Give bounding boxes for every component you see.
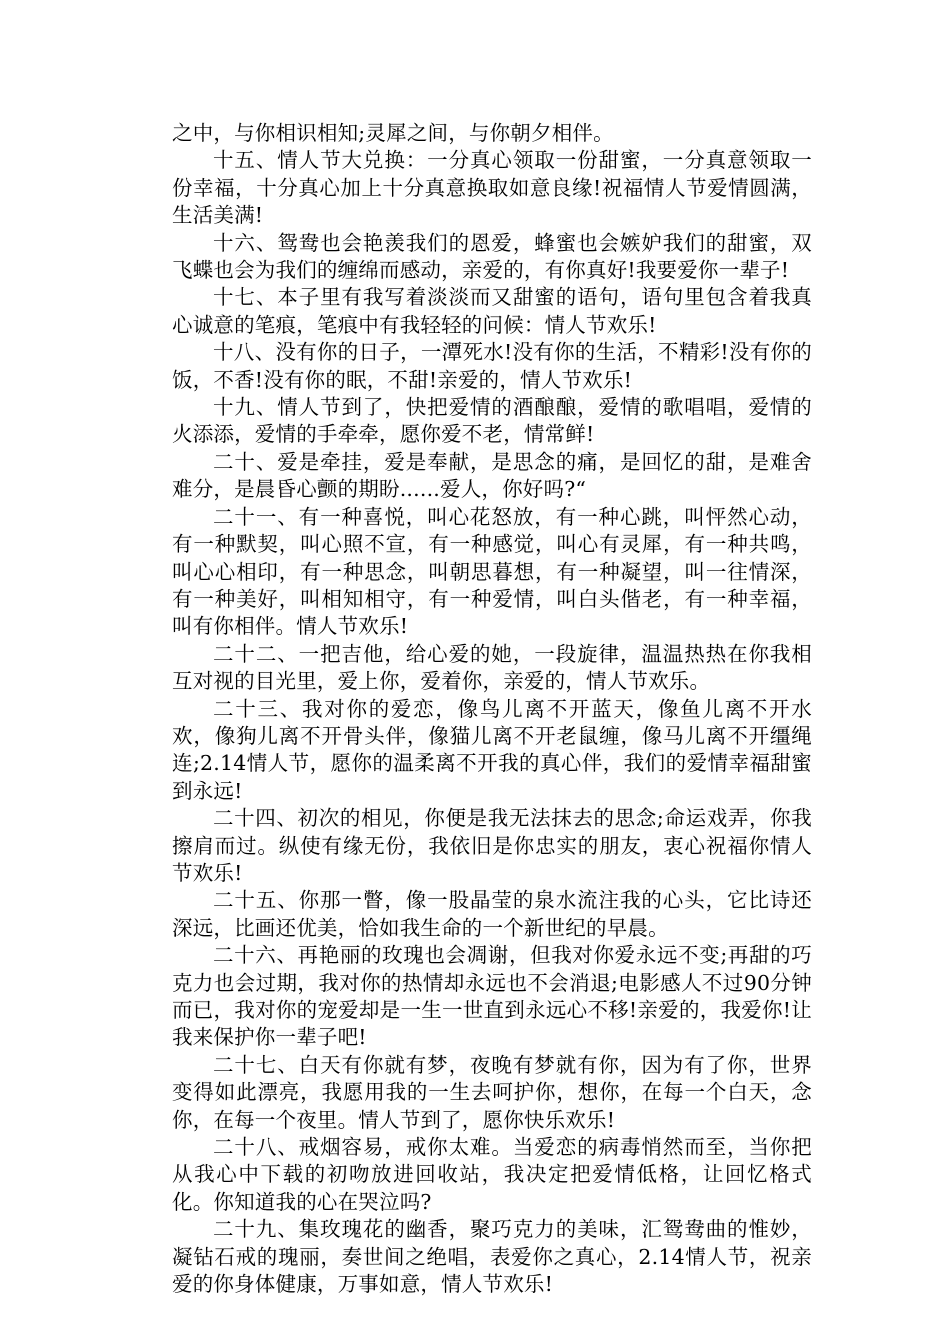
paragraph-continuation: 之中，与你相识相知;灵犀之间，与你朝夕相伴。 — [172, 121, 614, 145]
paragraph-20: 二十、爱是牵挂，爱是奉献，是思念的痛，是回忆的甜，是难舍难分，是晨昏心颤的期盼......爱人，你好吗?“ — [172, 449, 812, 502]
paragraph-16: 十六、鸳鸯也会艳羡我们的恩爱，蜂蜜也会嫉妒我们的甜蜜，双飞蝶也会为我们的缠绵而感动，亲爱的，有你真好!我要爱你一辈子! — [172, 230, 812, 283]
paragraph-27: 二十七、白天有你就有梦，夜晚有梦就有你，因为有了你，世界变得如此漂亮，我愿用我的一生去呵护你，想你，在每一个白天，念你，在每一个夜里。情人节到了，愿你快乐欢乐! — [172, 1052, 812, 1132]
paragraph-21: 二十一、有一种喜悦，叫心花怒放，有一种心跳，叫怦然心动，有一种默契，叫心照不宣，有一种感觉，叫心有灵犀，有一种共鸣，叫心心相印，有一种思念，叫朝思暮想，有一种凝望，叫一往情深，有一种美好，叫相知相守，有一种爱情，叫白头偕老，有一种幸福，叫有你相伴。情人节欢乐! — [172, 504, 812, 639]
paragraph-26: 二十六、再艳丽的玫瑰也会凋谢，但我对你爱永远不变;再甜的巧克力也会过期，我对你的热情却永远也不会消退;电影感人不过90分钟而已，我对你的宠爱却是一生一世直到永远心不移!亲爱的，我爱你!让我来保护你一辈子吧! — [172, 943, 812, 1050]
paragraph-17: 十七、本子里有我写着淡淡而又甜蜜的语句，语句里包含着我真心诚意的笔痕，笔痕中有我轻轻的问候：情人节欢乐! — [172, 285, 812, 337]
paragraph-18: 十八、没有你的日子，一潭死水!没有你的生活，不精彩!没有你的饭，不香!没有你的眠，不甜!亲爱的，情人节欢乐! — [172, 340, 812, 392]
paragraph-23: 二十三、我对你的爱恋，像鸟儿离不开蓝天，像鱼儿离不开水欢，像狗儿离不开骨头伴，像猫儿离不开老鼠缠，像马儿离不开缰绳连;2.14情人节，愿你的温柔离不开我的真心伴，我们的爱情幸福甜蜜到永远! — [172, 696, 812, 803]
paragraph-22: 二十二、一把吉他，给心爱的她，一段旋律，温温热热在你我相互对视的目光里，爱上你，爱着你，亲爱的，情人节欢乐。 — [172, 641, 812, 694]
document-body — [172, 120, 812, 1298]
paragraph-25: 二十五、你那一瞥，像一股晶莹的泉水流注我的心头，它比诗还深远，比画还优美，恰如我生命的一个新世纪的早晨。 — [172, 888, 812, 940]
paragraph-15: 十五、情人节大兑换：一分真心领取一份甜蜜，一分真意领取一份幸福，十分真心加上十分真意换取如意良缘!祝福情人节爱情圆满，生活美满! — [172, 148, 812, 228]
paragraph-24: 二十四、初次的相见，你便是我无法抹去的思念;命运戏弄，你我擦肩而过。纵使有缘无份，我依旧是你忠实的朋友，衷心祝福你情人节欢乐! — [172, 806, 812, 885]
paragraph-28: 二十八、戒烟容易，戒你太难。当爱恋的病毒悄然而至，当你把从我心中下载的初吻放进回收站，我决定把爱情低格，让回忆格式化。你知道我的心在哭泣吗? — [172, 1135, 812, 1214]
paragraph-29: 二十九、集玫瑰花的幽香，聚巧克力的美味，汇鸳鸯曲的惟妙，凝钻石戒的瑰丽，奏世间之绝唱，表爱你之真心，2.14情人节，祝亲爱的你身体健康，万事如意，情人节欢乐! — [172, 1217, 812, 1297]
paragraph-19: 十九、情人节到了，快把爱情的酒酿酿，爱情的歌唱唱，爱情的火添添，爱情的手牵牵，愿你爱不老，情常鲜! — [172, 395, 812, 447]
